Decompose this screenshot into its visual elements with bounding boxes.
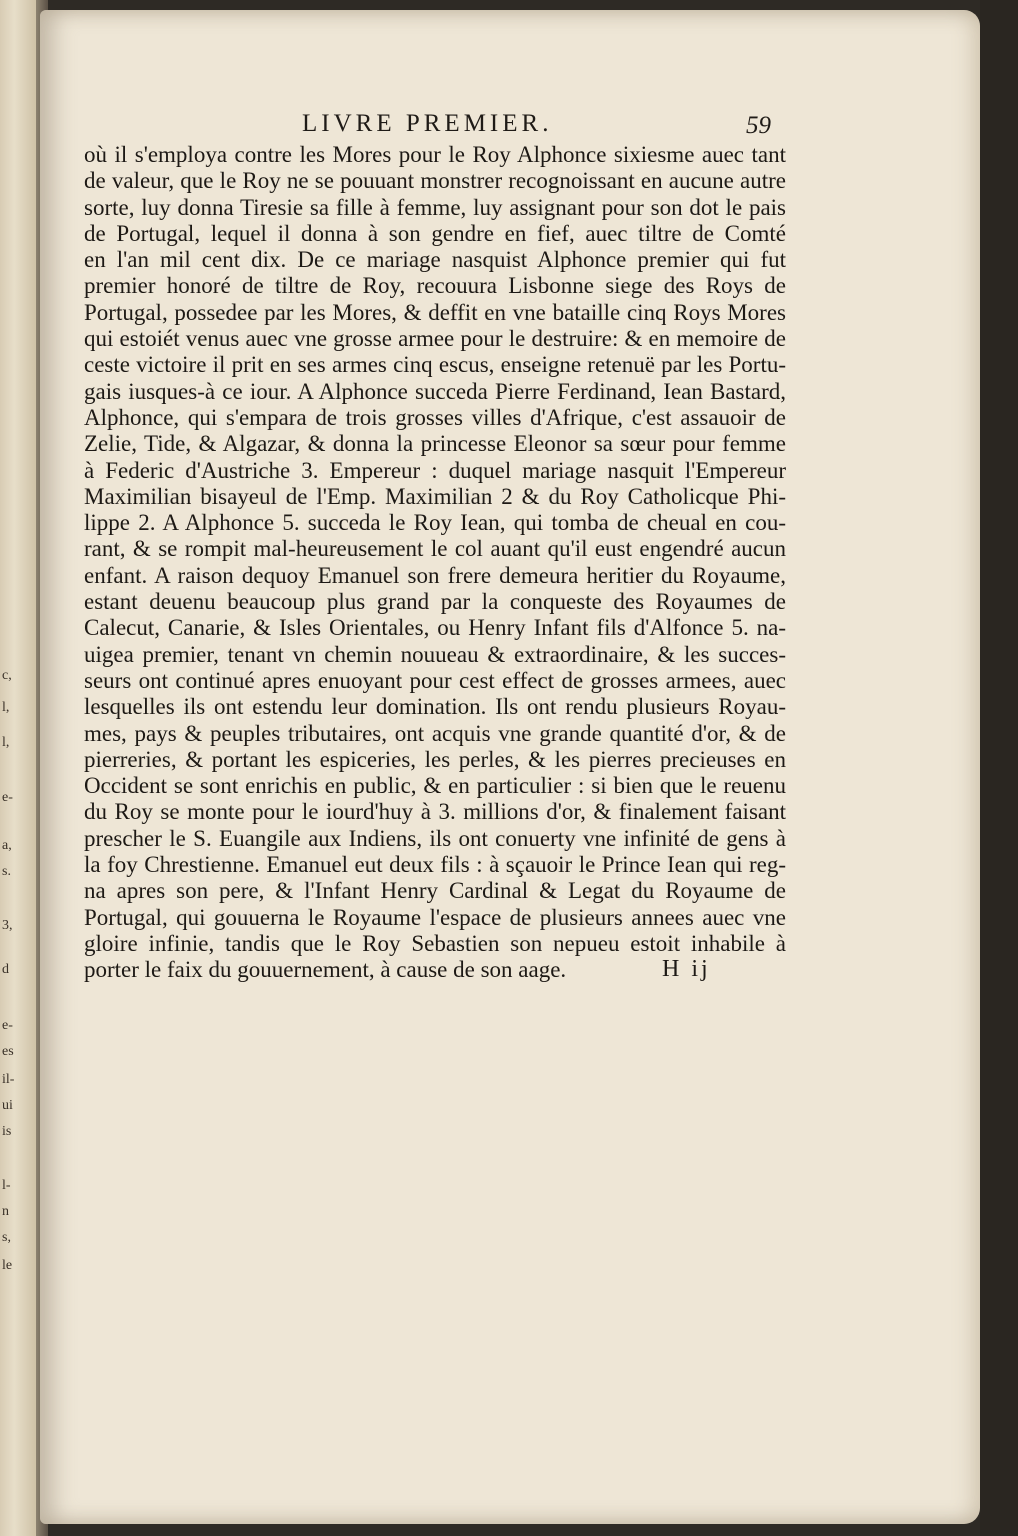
text-line: pierreries, & portant les espiceries, les perles, & les pierres precieuses en — [84, 746, 786, 772]
text-line: Maximilian bisayeul de l'Emp. Maximilian 2 & du Roy Catholicque Phi- — [84, 483, 786, 509]
text-line: estant deuenu beaucoup plus grand par la conqueste des Royaumes de — [84, 589, 786, 615]
text-line: prescher le S. Euangile aux Indiens, ils ont conuerty vne infinité de gens à — [84, 825, 786, 851]
margin-fragment: l, — [2, 700, 10, 715]
text-line: Portugal, qui gouuerna le Royaume l'espace de plusieurs annees auec vne — [84, 904, 786, 930]
text-line: Occident se sont enrichis en public, & en particulier : si bien que le reuenu — [84, 773, 786, 799]
text-line: enfant. A raison dequoy Emanuel son frere demeura heritier du Royaume, — [84, 562, 786, 588]
margin-fragment: n — [2, 1204, 9, 1219]
margin-fragment: c, — [2, 668, 12, 683]
text-line: gloire infinie, tandis que le Roy Sebastien son nepueu estoit inhabile à — [84, 930, 786, 956]
margin-fragment: d — [2, 962, 9, 977]
margin-fragment: is — [2, 1124, 12, 1139]
margin-fragment: e- — [2, 790, 13, 805]
previous-page-edge — [0, 0, 36, 1536]
margin-fragment: s, — [2, 1230, 11, 1245]
margin-fragment: a, — [2, 838, 12, 853]
signature-mark: H ij — [662, 956, 711, 982]
margin-fragment: e- — [2, 1018, 13, 1033]
book-page — [40, 10, 980, 1524]
margin-fragment: le — [2, 1258, 13, 1273]
text-line: à Federic d'Austriche 3. Empereur : duquel mariage nasquit l'Empereur — [84, 457, 786, 483]
text-line: rant, & se rompit mal-heureusement le col auant qu'il eust engendré aucun — [84, 536, 786, 562]
text-line: de Portugal, lequel il donna à son gendre en fief, auec tiltre de Comté — [84, 220, 786, 246]
text-line: uigea premier, tenant vn chemin nouueau & extraordinaire, & les succes- — [84, 641, 786, 667]
text-line: qui estoiét venus auec vne grosse armee pour le destruire: & en memoire de — [84, 326, 786, 352]
text-line: Alphonce, qui s'empara de trois grosses villes d'Afrique, c'est assauoir de — [84, 404, 786, 430]
body-text — [84, 142, 786, 984]
text-line: premier honoré de tiltre de Roy, recouura Lisbonne siege des Roys de — [84, 273, 786, 299]
margin-fragment: l, — [2, 735, 10, 750]
text-line: mes, pays & peuples tributaires, ont acquis vne grande quantité d'or, & de — [84, 720, 786, 746]
text-line: du Roy se monte pour le iourd'huy à 3. millions d'or, & finalement faisant — [84, 799, 786, 825]
text-line: ceste victoire il prit en ses armes cinq escus, enseigne retenuë par les Portu- — [84, 352, 786, 378]
text-line: seurs ont continué apres enuoyant pour cest effect de grosses armees, auec — [84, 667, 786, 693]
text-line: sorte, luy donna Tiresie sa fille à femme, luy assignant pour son dot le pais — [84, 194, 786, 220]
text-line: gais iusques-à ce iour. A Alphonce succeda Pierre Ferdinand, Iean Bastard, — [84, 378, 786, 404]
text-line: la foy Chrestienne. Emanuel eut deux fils : à sçauoir le Prince Iean qui reg- — [84, 852, 786, 878]
text-line: Portugal, possedee par les Mores, & deffit en vne bataille cinq Roys Mores — [84, 299, 786, 325]
text-line: Zelie, Tide, & Algazar, & donna la princesse Eleonor sa sœur pour femme — [84, 431, 786, 457]
page-fore-edge — [980, 0, 1018, 1536]
margin-fragment: l- — [2, 1178, 11, 1193]
text-line: en l'an mil cent dix. De ce mariage nasquist Alphonce premier qui fut — [84, 247, 786, 273]
text-line: où il s'employa contre les Mores pour le Roy Alphonce sixiesme auec tant — [84, 142, 786, 167]
text-line: porter le faix du gouuernement, à cause de son aage. — [84, 957, 567, 983]
text-line: lesquelles ils ont estendu leur domination. Ils ont rendu plusieurs Royau- — [84, 694, 786, 720]
running-title: LIVRE PREMIER. — [302, 110, 553, 137]
text-line: lippe 2. A Alphonce 5. succeda le Roy Iean, qui tomba de cheual en cou- — [84, 510, 786, 536]
text-line: na apres son pere, & l'Infant Henry Cardinal & Legat du Royaume de — [84, 878, 786, 904]
margin-fragment: es — [2, 1044, 14, 1059]
text-line: Calecut, Canarie, & Isles Orientales, ou Henry Infant fils d'Alfonce 5. na- — [84, 615, 786, 641]
margin-fragment: ui — [2, 1098, 13, 1113]
text-line: de valeur, que le Roy ne se pouuant monstrer recognoissant en aucune autre — [84, 168, 786, 194]
margin-fragment: s. — [2, 864, 11, 879]
margin-fragment: il- — [2, 1072, 15, 1087]
page-number: 59 — [746, 112, 771, 139]
margin-fragment: 3, — [2, 918, 13, 933]
